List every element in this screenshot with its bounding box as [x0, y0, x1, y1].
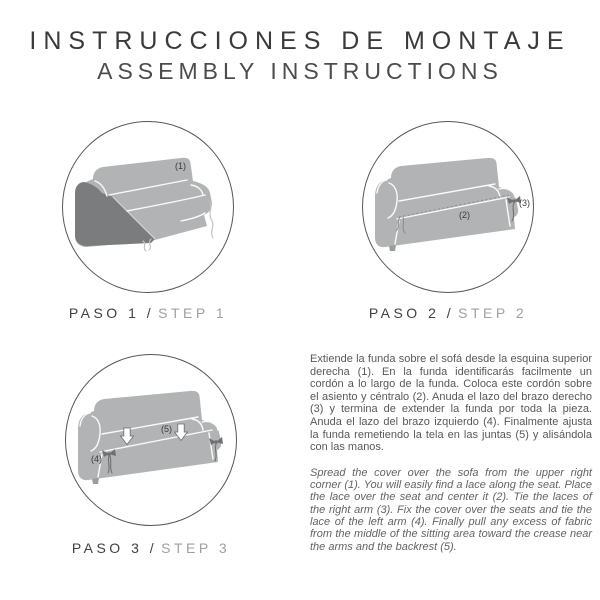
paso-label: PASO 3 / [71, 540, 158, 556]
step3-diagram-circle [65, 354, 237, 526]
step1-diagram-circle [62, 121, 234, 293]
step-label: STEP 1 [158, 305, 228, 321]
bow-knot [512, 199, 516, 203]
step-label: STEP 2 [458, 305, 528, 321]
marker-3: (3) [519, 198, 530, 208]
marker-4: (4) [91, 454, 102, 464]
marker-1: (1) [175, 161, 186, 171]
page-title: INSTRUCCIONES DE MONTAJE [29, 27, 571, 55]
step2-diagram-circle [362, 121, 534, 293]
paso-label: PASO 1 / [68, 305, 155, 321]
instructions-spanish: Extiende la funda sobre el sofá desde la esquina superior derecha (1). En la funda identificarás facilmente un cordón a lo largo de la funda. Coloca este cordón sobre el asiento y céntralo (2). Anuda el lazo del brazo derecho (3) y termina de extender la funda por toda la pieza. Anuda el lazo del brazo izquierdo (4). Finalmente ajusta la funda remetiendo la tela en las juntas (5) y alisándola con las manos. [310, 353, 592, 454]
instructions-text-column [310, 353, 592, 553]
step1-sofa-illustration [63, 147, 233, 267]
sofa-foot [389, 245, 396, 251]
step1-caption [62, 305, 234, 321]
step3-sofa-illustration [66, 380, 236, 500]
sofa-foot [92, 478, 99, 484]
step3-caption [65, 540, 237, 556]
step-label: STEP 3 [161, 540, 231, 556]
marker-2: (2) [459, 210, 470, 220]
instructions-english: Spread the cover over the sofa from the upper right corner (1). You will easily find a lace along the seat. Place the lace over the seat and center it (2). Tie the laces of the right arm (3). Fix the cover over the seats and tie the lace of the left arm (4). Finally pull any excess of fabric from the middle of the sitting area toward the crease near the arms and the backrest (5). [310, 466, 592, 553]
left-bow-knot [107, 452, 111, 456]
page-subtitle: ASSEMBLY INSTRUCTIONS [97, 58, 503, 84]
paso-label: PASO 2 / [368, 305, 455, 321]
step2-sofa-illustration [363, 147, 533, 267]
step2-caption [362, 305, 534, 321]
right-bow-knot [214, 440, 218, 444]
marker-5: (5) [161, 424, 172, 434]
